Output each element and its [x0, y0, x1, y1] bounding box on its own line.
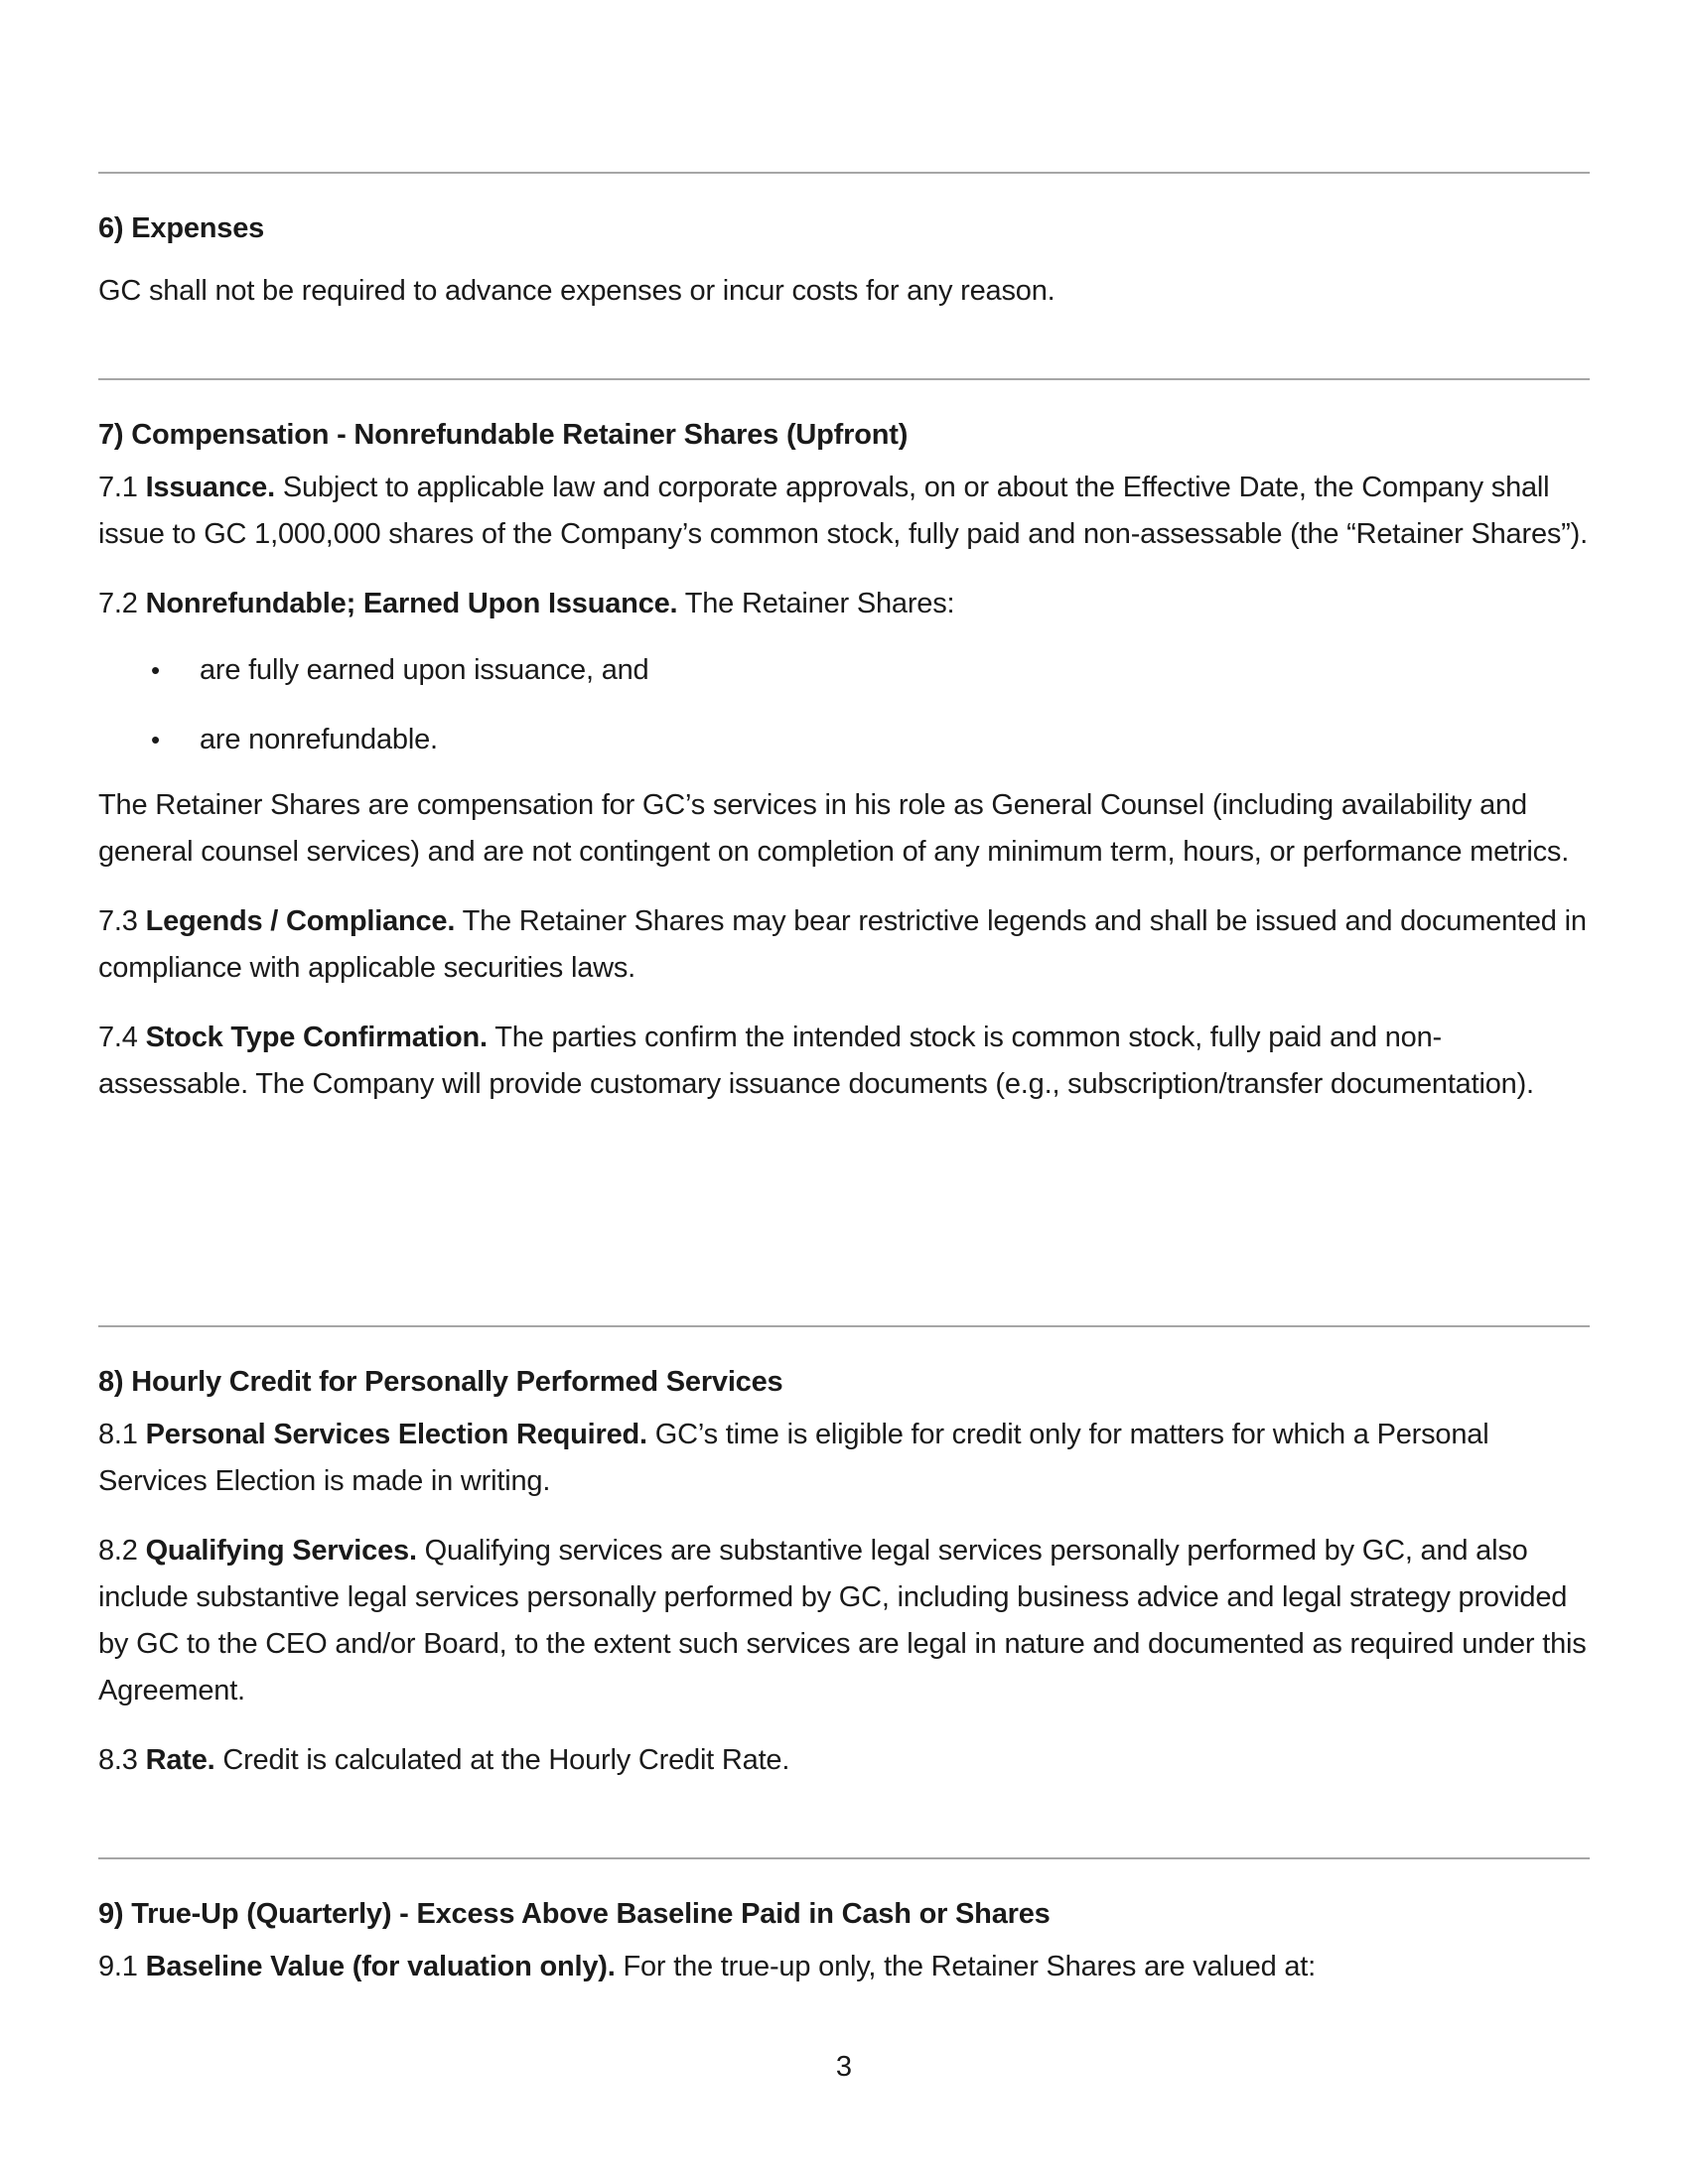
clause-8-3	[98, 1737, 1590, 1784]
clause-number: 9.1	[98, 1951, 146, 1982]
section-heading: 6) Expenses	[98, 212, 265, 244]
clause-title: Legends / Compliance.	[145, 905, 456, 937]
clause-text: Qualifying services are substantive legal services personally performed by GC, and also include substantive legal services personally performed by GC, including business advice and legal strategy provided by GC to the CEO and/or Board, to the extent such services are legal in nature and documented as required under this Agreement.	[98, 1535, 1587, 1706]
section-7	[98, 415, 1590, 1108]
clause-title: Qualifying Services.	[145, 1535, 417, 1567]
clause-7-4	[98, 1015, 1590, 1108]
section-8	[98, 1362, 1590, 1784]
bullet-icon: •	[151, 725, 160, 754]
section-heading: 7) Compensation - Nonrefundable Retainer Shares (Upfront)	[98, 419, 909, 451]
clause-text: GC’s time is eligible for credit only for matters for which a Personal Services Election is made in writing.	[98, 1419, 1489, 1497]
clause-number: 8.3	[98, 1744, 146, 1776]
section-9	[98, 1894, 1590, 1990]
list-item: • are fully earned upon issuance, and	[98, 650, 1590, 690]
clause-number: 7.4	[98, 1022, 146, 1053]
clause-number: 8.2	[98, 1535, 146, 1567]
page-number: 3	[835, 2051, 853, 2083]
clause-8-1	[98, 1412, 1590, 1505]
clause-number: 7.2	[98, 588, 146, 619]
clause-8-2	[98, 1528, 1590, 1714]
clause-text: The Retainer Shares may bear restrictive legends and shall be issued and documented in compliance with applicable securities laws.	[98, 905, 1587, 984]
clause-7-2	[98, 581, 1590, 627]
clause-text: The parties confirm the intended stock is common stock, fully paid and non-assessable. The Company will provide customary issuance documents (e.g., subscription/transfer documentation).	[98, 1022, 1534, 1100]
bullet-icon: •	[151, 655, 160, 685]
clause-7-1	[98, 465, 1590, 558]
clause-title: Baseline Value (for valuation only).	[145, 1951, 616, 1982]
section-divider	[98, 172, 1590, 174]
section-divider	[98, 1325, 1590, 1327]
clause-number: 7.3	[98, 905, 146, 937]
clause-9-1	[98, 1944, 1590, 1990]
bullet-list	[98, 650, 1590, 759]
clause-title: Nonrefundable; Earned Upon Issuance.	[145, 588, 678, 619]
list-item: • are nonrefundable.	[98, 720, 1590, 759]
clause-text: For the true-up only, the Retainer Shares are valued at:	[615, 1951, 1317, 1982]
clause-title: Stock Type Confirmation.	[145, 1022, 488, 1053]
section-heading: 8) Hourly Credit for Personally Performed Services	[98, 1366, 783, 1398]
paragraph: The Retainer Shares are compensation for GC’s services in his role as General Counsel (including availability and general counsel services) and are not contingent on completion of any minimum term, hours, or performance metrics.	[98, 789, 1570, 868]
clause-7-3	[98, 898, 1590, 992]
section-divider	[98, 1857, 1590, 1859]
clause-text: Credit is calculated at the Hourly Credit Rate.	[214, 1744, 790, 1776]
clause-title: Rate.	[145, 1744, 215, 1776]
clause-title: Issuance.	[145, 472, 275, 503]
clause-text: Subject to applicable law and corporate approvals, on or about the Effective Date, the Company shall issue to GC 1,000,000 shares of the Company’s common stock, fully paid and non-assessable (the “Retainer Shares”).	[98, 472, 1588, 550]
section-divider	[98, 378, 1590, 380]
section-heading: 9) True-Up (Quarterly) - Excess Above Baseline Paid in Cash or Shares	[98, 1898, 1051, 1930]
clause-number: 7.1	[98, 472, 146, 503]
section-6	[98, 208, 1590, 315]
clause-text: The Retainer Shares:	[677, 588, 955, 619]
clause-title: Personal Services Election Required.	[145, 1419, 647, 1450]
paragraph: GC shall not be required to advance expenses or incur costs for any reason.	[98, 275, 1055, 307]
clause-number: 8.1	[98, 1419, 146, 1450]
